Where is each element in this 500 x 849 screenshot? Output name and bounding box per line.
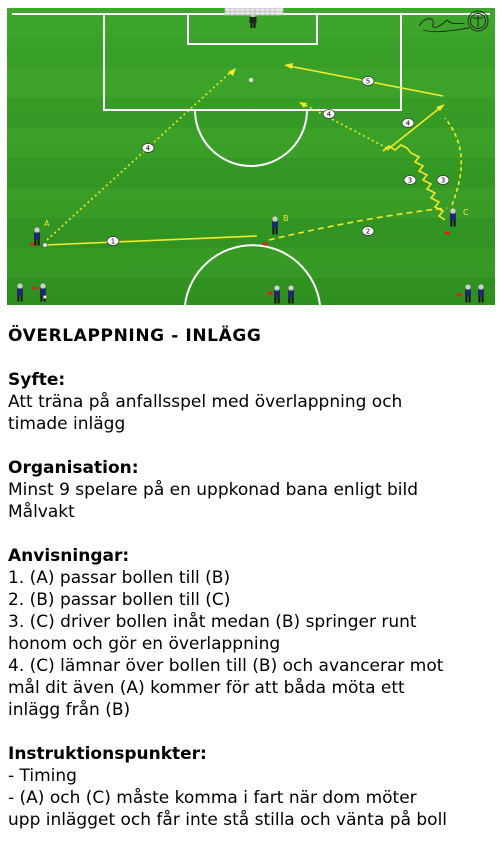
instruktion-point: upp inlägget och får inte stå stilla och vänta på boll (8, 810, 448, 830)
instruktion-heading: Instruktionspunkter: (8, 744, 207, 764)
player-a-label: A (44, 219, 50, 228)
anvisning-step: 3. (C) driver bollen inåt medan (B) springer runt (8, 612, 417, 632)
anvisning-step: honom och gör en överlappning (8, 634, 281, 654)
svg-text:3: 3 (440, 176, 446, 185)
anvisning-step: inlägg från (B) (8, 700, 131, 720)
svg-text:4: 4 (326, 110, 332, 119)
player-b-label: B (283, 214, 289, 223)
step-badge (402, 119, 414, 128)
anvisning-step: 4. (C) lämnar över bollen till (B) och avancerar mot (8, 656, 444, 676)
step-badge (323, 110, 335, 119)
penalty-spot (249, 78, 253, 82)
drill-description (8, 325, 494, 831)
step-badge (362, 77, 374, 86)
anvisning-step: mål dit även (A) kommer för att båda möta ett (8, 678, 405, 698)
svg-text:5: 5 (365, 77, 371, 86)
svg-text:4: 4 (145, 144, 151, 153)
step-badge (107, 237, 119, 246)
syfte-text: timade inlägg (8, 414, 126, 434)
svg-text:1: 1 (110, 237, 116, 246)
syfte-heading: Syfte: (8, 370, 66, 390)
organisation-text: Målvakt (8, 502, 75, 522)
step-badge (142, 144, 154, 153)
step-badge (437, 176, 449, 185)
instruktion-point: - Timing (8, 766, 77, 786)
instruktion-point: - (A) och (C) måste komma i fart när dom möter (8, 788, 417, 808)
svg-text:2: 2 (365, 227, 371, 236)
player-c-label: C (463, 208, 469, 217)
organisation-text: Minst 9 spelare på en uppkonad bana enligt bild (8, 480, 419, 500)
drill-title: ÖVERLAPPNING - INLÄGG (8, 326, 262, 346)
svg-text:3: 3 (407, 176, 413, 185)
anvisningar-heading: Anvisningar: (8, 546, 130, 566)
syfte-text: Att träna på anfallsspel med överlappning och (8, 392, 403, 412)
organisation-heading: Organisation: (8, 458, 139, 478)
step-badge (362, 227, 374, 236)
anvisning-step: 2. (B) passar bollen till (C) (8, 590, 231, 610)
anvisning-step: 1. (A) passar bollen till (B) (8, 568, 231, 588)
step-badge (404, 176, 416, 185)
drill-diagram (7, 8, 495, 305)
svg-text:4: 4 (405, 119, 411, 128)
